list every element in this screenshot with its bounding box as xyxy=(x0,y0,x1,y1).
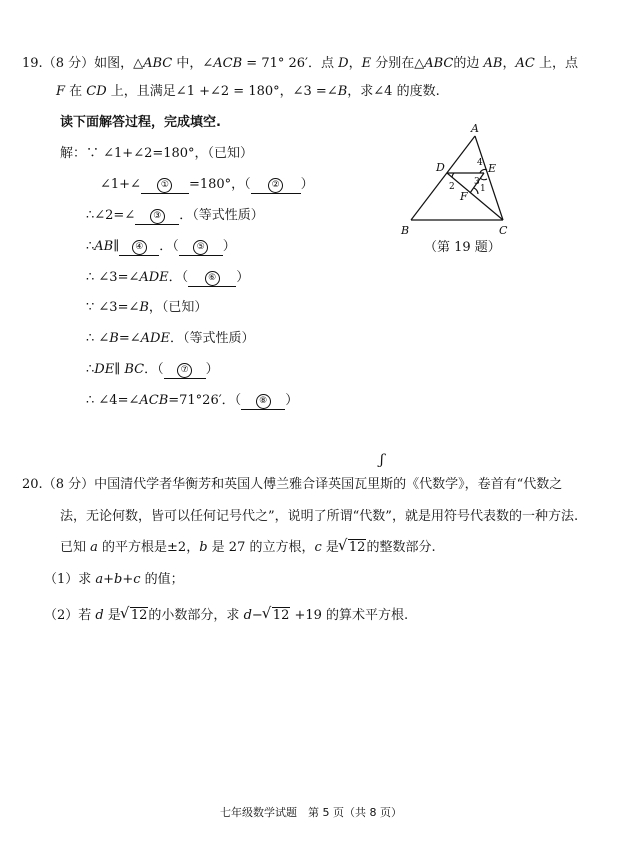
angle-label-3: 3 xyxy=(474,177,480,187)
angle-arc-2 xyxy=(452,173,454,177)
var-a: a xyxy=(90,540,98,555)
label-d: D xyxy=(436,161,445,174)
var-bc: BC xyxy=(124,362,145,377)
step-7 xyxy=(86,331,254,347)
q19-instruction: 读下面解答过程，完成填空. xyxy=(60,115,221,130)
label-b: B xyxy=(401,224,410,237)
var-ade: ADE xyxy=(140,331,170,346)
triangle-figure xyxy=(400,118,530,257)
blank-1[interactable] xyxy=(141,178,189,194)
text: 的整数部分. xyxy=(366,540,436,555)
angle-label-1: 1 xyxy=(480,184,486,194)
sqrt-12 xyxy=(337,536,367,556)
stray-mark: ʃ xyxy=(380,452,384,468)
text: ） xyxy=(300,177,314,192)
var-ab: AB xyxy=(483,56,503,71)
radicand: 12 xyxy=(348,540,366,555)
var-f: F xyxy=(56,84,66,99)
expr-a-b-c: a+b+c xyxy=(95,572,141,587)
text: ∴ ∠3=∠ xyxy=(86,270,140,285)
radicand: 12 xyxy=(130,608,148,623)
text: 分别在△ xyxy=(371,56,425,71)
text: ，求∠4 的度数. xyxy=(347,84,440,99)
blank-label: ③ xyxy=(150,209,165,224)
var-abc: ABC xyxy=(143,56,173,71)
var-d: D xyxy=(338,56,349,71)
q20-points: （8 分） xyxy=(42,477,95,492)
text: 如图，△ xyxy=(94,56,144,71)
q19-number: 19. xyxy=(22,56,43,71)
text: ） xyxy=(205,362,219,377)
blank-7[interactable] xyxy=(164,363,206,379)
var-e: E xyxy=(361,56,372,71)
q19-statement-line2 xyxy=(56,84,440,100)
text: 的值； xyxy=(140,572,184,587)
label-c: C xyxy=(499,224,508,237)
text: ∥ xyxy=(113,239,120,254)
blank-8[interactable] xyxy=(241,394,285,410)
text: 中国清代学者华衡芳和英国人傅兰雅合译英国瓦里斯的《代数学》，卷首有“代数之 xyxy=(94,477,563,492)
radicand: 12 xyxy=(272,608,290,623)
blank-label: ⑥ xyxy=(205,271,220,286)
angle-arc-3 xyxy=(480,178,487,180)
q20-paragraph-line2: 法，无论何数，皆可以任何记号代之”，说明了所谓“代数”，就是用符号代表数的一种方法. xyxy=(60,509,579,524)
text: = 71° 26′．点 xyxy=(242,56,339,71)
blank-5[interactable] xyxy=(179,240,223,256)
step-3 xyxy=(86,208,264,225)
var-ab: AB xyxy=(94,239,114,254)
text: ） xyxy=(222,239,236,254)
blank-label: ⑧ xyxy=(256,394,271,409)
angle-label-2: 2 xyxy=(449,182,455,192)
text: ∴ xyxy=(86,239,95,254)
step-1: 解：∵ ∠1+∠2=180°，（已知） xyxy=(60,146,254,161)
q19-statement-line1 xyxy=(22,56,578,72)
step-9 xyxy=(86,393,298,410)
text: =71°26′．（ xyxy=(168,393,242,408)
text: 是 xyxy=(321,540,339,555)
var-c: c xyxy=(314,540,322,555)
step-5 xyxy=(86,270,249,287)
blank-label: ⑦ xyxy=(177,363,192,378)
var-b: b xyxy=(199,540,208,555)
var-acb: ACB xyxy=(213,56,243,71)
radical-sign: √ xyxy=(261,604,272,622)
label-e: E xyxy=(488,162,497,175)
figure-caption: （第 19 题） xyxy=(424,240,501,255)
step-2 xyxy=(100,177,314,194)
angle-label-4: 4 xyxy=(477,158,483,168)
step-6 xyxy=(86,300,207,316)
q19-points: （8 分） xyxy=(42,56,95,71)
text: ．（等式性质） xyxy=(169,331,255,346)
text: 已知 xyxy=(60,540,91,555)
text: 的边 xyxy=(453,56,484,71)
q20-number: 20. xyxy=(22,477,43,492)
var-b: B xyxy=(109,331,119,346)
text: =∠ xyxy=(118,331,141,346)
var-de: DE xyxy=(94,362,115,377)
var-d: d xyxy=(95,608,104,623)
triangle-diagram xyxy=(400,118,530,253)
text: 是 27 的立方根， xyxy=(207,540,315,555)
step-4 xyxy=(86,239,236,256)
text: ， xyxy=(348,56,362,71)
text: ∴ ∠ xyxy=(86,331,110,346)
label-f: F xyxy=(460,190,468,203)
text: 上，点 xyxy=(534,56,578,71)
page-footer: 七年级数学试题 第 5 页（共 8 页） xyxy=(220,806,402,819)
text: ．（ xyxy=(168,270,189,285)
text: ．（等式性质） xyxy=(179,208,264,223)
text: ∠1+∠ xyxy=(100,177,141,192)
text: ∵ ∠3=∠ xyxy=(86,300,140,315)
text: 是 xyxy=(103,608,121,623)
text: 的小数部分，求 xyxy=(148,608,244,623)
text: 中，∠ xyxy=(172,56,214,71)
var-cd: CD xyxy=(86,84,107,99)
text: 在 xyxy=(65,84,87,99)
blank-label: ④ xyxy=(132,240,147,255)
blank-label: ⑤ xyxy=(193,240,208,255)
sqrt-12 xyxy=(261,604,291,624)
sqrt-12 xyxy=(119,604,149,624)
text: 的平方根是±2， xyxy=(97,540,200,555)
text: ∴ ∠4=∠ xyxy=(86,393,140,408)
step-8 xyxy=(86,362,219,379)
text: ， xyxy=(502,56,516,71)
var-ade: ADE xyxy=(139,270,169,285)
text: ∴∠2=∠ xyxy=(86,208,136,223)
text: ．（ xyxy=(159,239,179,254)
text: ∴ xyxy=(86,362,95,377)
radical-sign: √ xyxy=(119,604,130,622)
radical-sign: √ xyxy=(337,536,348,554)
text: （2）若 xyxy=(44,608,96,623)
q20-part1 xyxy=(44,572,184,588)
text: ） xyxy=(236,270,250,285)
q20-part2 xyxy=(44,604,409,624)
var-ac: AC xyxy=(515,56,535,71)
var-acb: ACB xyxy=(139,393,169,408)
label-a: A xyxy=(471,122,479,135)
text: （1）求 xyxy=(44,572,96,587)
text: ，（已知） xyxy=(148,300,208,315)
blank-4[interactable] xyxy=(119,240,159,256)
var-b: B xyxy=(139,300,149,315)
side-ab xyxy=(411,136,475,220)
blank-3[interactable] xyxy=(135,209,179,225)
blank-label: ① xyxy=(157,178,172,193)
blank-label: ② xyxy=(268,178,283,193)
var-abc: ABC xyxy=(424,56,454,71)
text: +19 的算术平方根. xyxy=(290,608,409,623)
text: 上，且满足∠1 +∠2 = 180°，∠3 =∠ xyxy=(106,84,338,99)
angle-arc-1 xyxy=(474,188,478,194)
q20-paragraph-line1 xyxy=(22,477,562,493)
var-b: B xyxy=(337,84,348,99)
blank-2[interactable] xyxy=(251,178,301,194)
text: ．（ xyxy=(144,362,164,377)
text: − xyxy=(251,608,263,623)
text: =180°，（ xyxy=(188,177,251,192)
var-d: d xyxy=(243,608,252,623)
blank-6[interactable] xyxy=(188,271,236,287)
q20-given xyxy=(60,536,436,556)
text: ） xyxy=(285,393,299,408)
text: ∥ xyxy=(114,362,125,377)
